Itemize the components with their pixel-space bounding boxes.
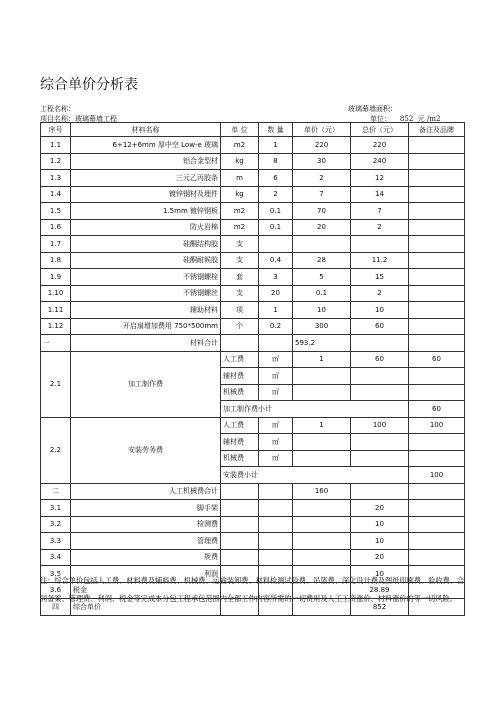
header-cell: 总价（元） — [351, 123, 409, 137]
table-row — [41, 516, 465, 533]
table-cell — [409, 137, 465, 154]
table-cell: 1.5 — [41, 203, 71, 220]
table-row — [41, 417, 465, 434]
table-cell: 1.1 — [41, 137, 71, 154]
table-cell — [409, 434, 465, 451]
table-cell: 1.11 — [41, 302, 71, 319]
table-cell — [409, 483, 465, 500]
table-cell: 2 — [351, 219, 409, 236]
table-cell — [293, 500, 351, 517]
header-cell: 备注及品牌 — [409, 123, 465, 137]
table-cell: 项 — [221, 302, 259, 319]
table-cell — [409, 285, 465, 302]
table-cell — [293, 549, 351, 566]
table-cell: ㎡ — [259, 434, 293, 451]
table-row — [41, 318, 465, 335]
table-cell — [351, 434, 409, 451]
table-cell — [409, 368, 465, 385]
page-title: 综合单价分析表 — [40, 77, 138, 93]
table-cell: 3.6 — [41, 582, 71, 599]
table-cell: 安装费小计 — [221, 467, 409, 484]
table-cell — [293, 533, 351, 550]
table-cell — [221, 533, 259, 550]
table-cell: ㎡ — [259, 450, 293, 467]
table-cell: 税金 — [71, 582, 221, 599]
table-cell: 8 — [259, 153, 293, 170]
table-cell: m2 — [221, 219, 259, 236]
table-cell: 30 — [293, 153, 351, 170]
table-cell — [409, 203, 465, 220]
table-cell: 14 — [351, 186, 409, 203]
table-cell — [351, 483, 409, 500]
table-cell: 辅材费 — [221, 434, 259, 451]
table-cell: 7 — [293, 186, 351, 203]
table-cell: m2 — [221, 203, 259, 220]
table-cell — [293, 434, 351, 451]
table-cell — [351, 384, 409, 401]
table-cell: 100 — [351, 417, 409, 434]
table-cell: 镀锌钢材及埋件 — [71, 186, 221, 203]
table-cell — [221, 335, 259, 352]
table-row — [41, 351, 465, 368]
table-cell: 1.8 — [41, 252, 71, 269]
table-cell: 机械费 — [221, 450, 259, 467]
table-cell: 28 — [293, 252, 351, 269]
table-cell — [259, 549, 293, 566]
table-cell: 1.6 — [41, 219, 71, 236]
table-cell — [293, 236, 351, 253]
header-cell: 单 位 — [221, 123, 259, 137]
table-cell — [293, 384, 351, 401]
table-cell: 2.2 — [41, 417, 71, 483]
item-name: 项目名称：玻璃幕墙工程 — [40, 115, 117, 123]
table-cell: 20 — [351, 500, 409, 517]
table-row — [41, 219, 465, 236]
header-cell: 材料名称 — [71, 123, 221, 137]
table-cell: 100 — [409, 467, 465, 484]
table-cell — [351, 236, 409, 253]
header-cell: 单价（元） — [293, 123, 351, 137]
table-cell: 加工制作费 — [71, 351, 221, 417]
table-cell: 安装劳务费 — [71, 417, 221, 483]
table-cell: 铝合金型材 — [71, 153, 221, 170]
table-cell: 6+12+6mm 厚中空 Low-e 玻璃 — [71, 137, 221, 154]
table-cell: 10 — [351, 302, 409, 319]
header-row — [41, 123, 465, 137]
table-cell: m — [221, 170, 259, 187]
table-cell — [293, 516, 351, 533]
table-cell: 3.2 — [41, 516, 71, 533]
table-cell: 1 — [293, 417, 351, 434]
table-cell: 1.7 — [41, 236, 71, 253]
table-row — [41, 483, 465, 500]
table-cell: 2 — [351, 285, 409, 302]
table-cell: kg — [221, 186, 259, 203]
table-row — [41, 302, 465, 319]
table-cell: 3.5 — [41, 566, 71, 583]
table-cell — [351, 335, 409, 352]
table-cell: 2.1 — [41, 351, 71, 417]
table-row — [41, 285, 465, 302]
table-cell: 1 — [259, 302, 293, 319]
table-cell: 220 — [351, 137, 409, 154]
table-cell — [221, 483, 259, 500]
table-cell: 60 — [351, 318, 409, 335]
table-cell — [259, 335, 293, 352]
table-cell: 材料合计 — [71, 335, 221, 352]
table-cell: 70 — [293, 203, 351, 220]
table-cell: ㎡ — [259, 417, 293, 434]
table-cell: 四 — [41, 599, 71, 616]
table-cell — [409, 170, 465, 187]
table-cell: 加工制作费小计 — [221, 401, 409, 418]
table-cell — [409, 302, 465, 319]
table-cell: 0.1 — [259, 203, 293, 220]
table-cell: 不锈钢螺栓 — [71, 269, 221, 286]
table-cell: 支 — [221, 252, 259, 269]
table-cell: 0.2 — [259, 318, 293, 335]
table-cell: 检测费 — [71, 516, 221, 533]
table-cell — [351, 368, 409, 385]
table-cell — [409, 269, 465, 286]
table-cell — [259, 516, 293, 533]
table-cell: 机械费 — [221, 384, 259, 401]
table-cell: 人工机械费合计 — [71, 483, 221, 500]
table-cell — [351, 450, 409, 467]
table-cell — [409, 236, 465, 253]
table-cell: 0.1 — [293, 285, 351, 302]
table-cell — [259, 533, 293, 550]
table-row — [41, 137, 465, 154]
table-cell — [221, 500, 259, 517]
table-cell: 利润 — [71, 566, 221, 583]
table-cell: 2 — [259, 186, 293, 203]
table-cell — [409, 384, 465, 401]
table-cell — [409, 549, 465, 566]
table-cell: 593.2 — [293, 335, 351, 352]
table-cell: 10 — [351, 533, 409, 550]
table-cell: 1 — [293, 351, 351, 368]
table-cell — [409, 335, 465, 352]
table-cell — [409, 516, 465, 533]
table-cell: 60 — [351, 351, 409, 368]
table-cell — [259, 236, 293, 253]
table-cell: 10 — [351, 516, 409, 533]
table-cell: 不锈钢螺丝 — [71, 285, 221, 302]
table-cell: 20 — [351, 549, 409, 566]
table-cell: 1.9 — [41, 269, 71, 286]
table-cell: 1.10 — [41, 285, 71, 302]
header-cell: 数 量 — [259, 123, 293, 137]
table-cell: 一 — [41, 335, 71, 352]
table-cell: 硅酮耐候胶 — [71, 252, 221, 269]
table-cell: 开启扇增加费用 750*500mm — [71, 318, 221, 335]
table-cell: 3.3 — [41, 533, 71, 550]
table-cell — [259, 483, 293, 500]
table-cell: ㎡ — [259, 351, 293, 368]
table-cell: ㎡ — [259, 368, 293, 385]
table-row — [41, 500, 465, 517]
table-cell: 防火岩棉 — [71, 219, 221, 236]
table-cell: 11.2 — [351, 252, 409, 269]
table-cell: 辅助材料 — [71, 302, 221, 319]
unit-suffix: 元 /m2 — [417, 115, 441, 123]
table-cell — [409, 318, 465, 335]
table-cell — [409, 450, 465, 467]
table-cell: 0.4 — [259, 252, 293, 269]
table-cell: 300 — [293, 318, 351, 335]
table-cell: 60 — [409, 351, 465, 368]
unit-label: 单位： — [370, 115, 391, 123]
table-cell: 人工费 — [221, 417, 259, 434]
table-cell: 1.2 — [41, 153, 71, 170]
table-cell: 3.4 — [41, 549, 71, 566]
unit-value: 852 — [399, 115, 414, 123]
table-row — [41, 533, 465, 550]
table-cell: 人工费 — [221, 351, 259, 368]
table-cell: 6 — [259, 170, 293, 187]
table-cell: 辅材费 — [221, 368, 259, 385]
table-cell: 规费 — [71, 549, 221, 566]
table-cell: 240 — [351, 153, 409, 170]
table-row — [41, 236, 465, 253]
table-cell: 1.5mm 镀锌钢板 — [71, 203, 221, 220]
price-analysis-table — [40, 122, 465, 616]
table-cell: 套 — [221, 269, 259, 286]
table-cell: 支 — [221, 285, 259, 302]
table-cell: m2 — [221, 137, 259, 154]
table-cell — [221, 549, 259, 566]
table-cell — [293, 368, 351, 385]
table-cell — [409, 500, 465, 517]
table-cell: 220 — [293, 137, 351, 154]
table-row — [41, 203, 465, 220]
table-cell: 20 — [293, 219, 351, 236]
table-cell: 综合单价 — [71, 599, 221, 616]
table-cell: 5 — [293, 269, 351, 286]
table-cell: 1.4 — [41, 186, 71, 203]
table-cell — [221, 516, 259, 533]
footnote: 注：综合单价包括人工费、材料费及辅料费、机械费、运输装卸费、材料检测试验费、吊篮费、深化设计费及图纸印刷费、验收费、合同备案、管理费、利润、税金等完成本分包工程承包范围内全部工作内容所需的一切费用及人工工资涨价、材料涨价的等一切风险。 — [40, 576, 465, 603]
table-cell: 管理费 — [71, 533, 221, 550]
table-cell: 1 — [259, 137, 293, 154]
header-cell: 序号 — [41, 123, 71, 137]
table-cell: 100 — [409, 417, 465, 434]
table-row — [41, 186, 465, 203]
table-cell: 三元乙丙胶条 — [71, 170, 221, 187]
table-cell: 二 — [41, 483, 71, 500]
table-cell: 2 — [293, 170, 351, 187]
table-cell: 10 — [351, 566, 409, 583]
table-cell: 硅酮结构胶 — [71, 236, 221, 253]
table-cell — [409, 219, 465, 236]
table-cell: 10 — [293, 302, 351, 319]
table-cell: 支 — [221, 236, 259, 253]
table-cell: 852 — [351, 599, 409, 616]
table-cell: 160 — [293, 483, 351, 500]
table-row — [41, 269, 465, 286]
table-cell — [409, 252, 465, 269]
table-cell — [259, 500, 293, 517]
table-row — [41, 252, 465, 269]
table-row — [41, 170, 465, 187]
table-cell: 12 — [351, 170, 409, 187]
project-name-label: 工程名称： — [40, 105, 75, 113]
table-row — [41, 335, 465, 352]
table-cell: 60 — [409, 401, 465, 418]
table-cell: 7 — [351, 203, 409, 220]
table-cell — [293, 450, 351, 467]
area-label: 玻璃幕墙面积： — [348, 105, 397, 113]
table-cell: 3.1 — [41, 500, 71, 517]
table-cell: ㎡ — [259, 384, 293, 401]
table-row — [41, 549, 465, 566]
table-cell: 脚手架 — [71, 500, 221, 517]
table-cell: 1.3 — [41, 170, 71, 187]
table-cell: 20 — [259, 285, 293, 302]
table-cell: 个 — [221, 318, 259, 335]
table-row — [41, 153, 465, 170]
table-cell: 0.1 — [259, 219, 293, 236]
table-cell — [409, 153, 465, 170]
table-cell: 28.89 — [351, 582, 409, 599]
table-cell: kg — [221, 153, 259, 170]
table-cell — [409, 186, 465, 203]
table-cell: 3 — [259, 269, 293, 286]
table-cell: 15 — [351, 269, 409, 286]
table-cell — [409, 533, 465, 550]
table-cell: 1.12 — [41, 318, 71, 335]
